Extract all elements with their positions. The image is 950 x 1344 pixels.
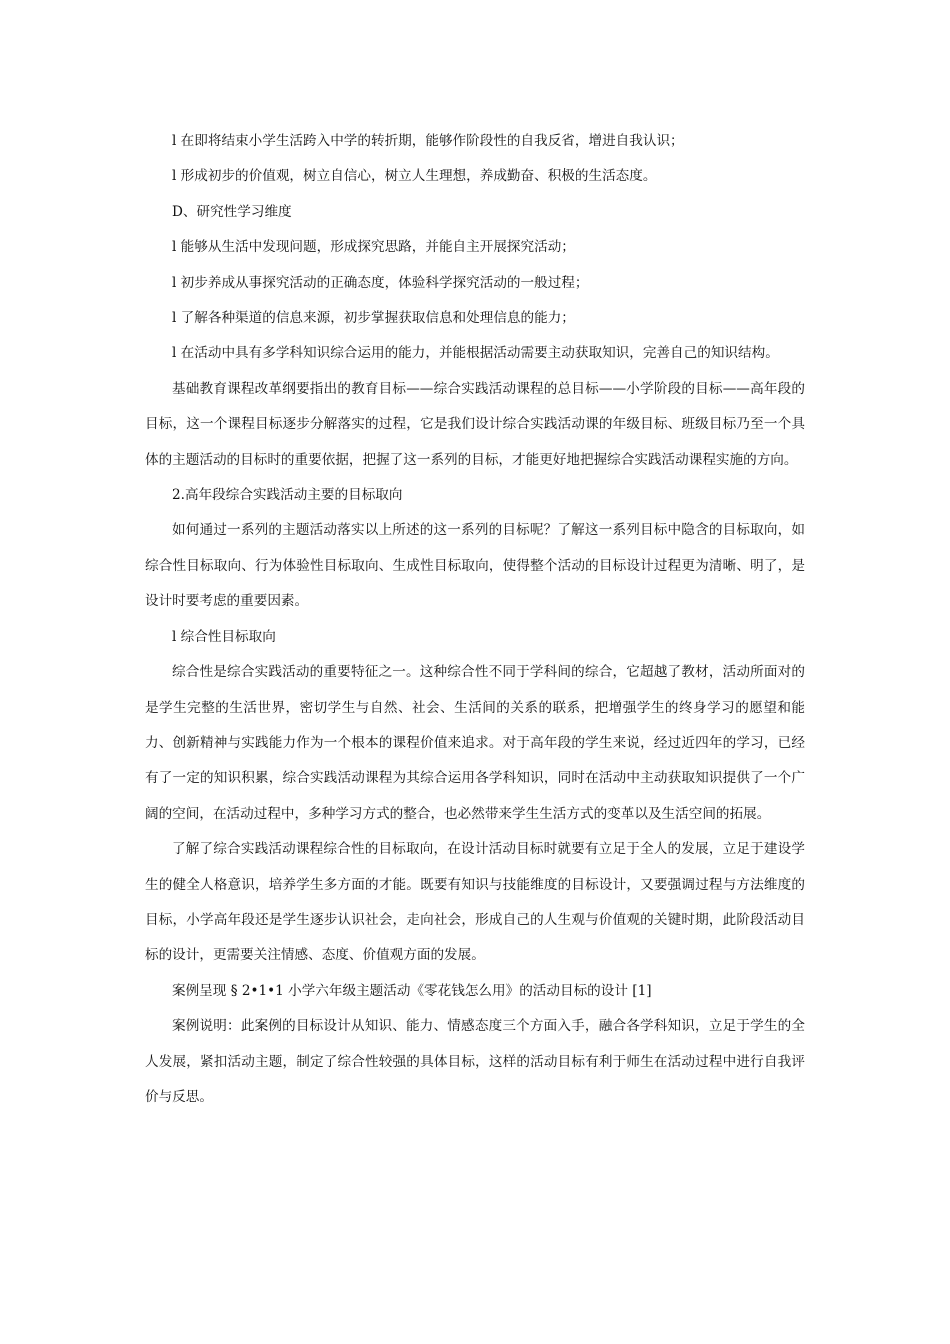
body-paragraph: 综合性是综合实践活动的重要特征之一。这种综合性不同于学科间的综合，它超越了教材，活动所面对的是学生完整的生活世界，密切学生与自然、社会、生活间的关系的联系，把增强学生的终身学习的愿望和能力、创新精神与实践能力作为一个根本的课程价值来追求。对于高年段的学生来说，经过近四年的学习，已经有了一定的知识积累，综合实践活动课程为其综合运用各学科知识，同时在活动中主动获取知识提供了一个广阔的空间，在活动过程中，多种学习方式的整合，也必然带来学生生活方式的变革以及生活空间的拓展。 <box>145 664 805 822</box>
list-item: l 了解各种渠道的信息来源，初步掌握获取信息和处理信息的能力； <box>172 310 575 327</box>
case-reference: 案例呈现 § 2•1•1 小学六年级主题活动《零花钱怎么用》的活动目标的设计 [1] <box>172 982 652 999</box>
list-item: l 初步养成从事探究活动的正确态度，体验科学探究活动的一般过程； <box>172 274 589 291</box>
body-paragraph: 如何通过一系列的主题活动落实以上所述的这一系列的目标呢？了解这一系列目标中隐含的目标取向，如综合性目标取向、行为体验性目标取向、生成性目标取向，使得整个活动的目标设计过程更为清晰、明了，是设计时要考虑的重要因素。 <box>145 522 805 610</box>
list-item: l 能够从生活中发现问题，形成探究思路，并能自主开展探究活动； <box>172 239 575 256</box>
list-item: l 形成初步的价值观，树立自信心，树立人生理想，养成勤奋、积极的生活态度。 <box>172 168 657 185</box>
list-item: l 在即将结束小学生活跨入中学的转折期，能够作阶段性的自我反省，增进自我认识； <box>172 133 684 149</box>
section-heading: 2.高年段综合实践活动主要的目标取向 <box>172 487 403 504</box>
body-paragraph: 基础教育课程改革纲要指出的教育目标——综合实践活动课程的总目标——小学阶段的目标——高年段的目标，这一个课程目标逐步分解落实的过程，它是我们设计综合实践活动课的年级目标、班级目标乃至一个具体的主题活动的目标时的重要依据，把握了这一系列的目标，才能更好地把握综合实践活动课程实施的方向。 <box>145 380 805 468</box>
subsection-heading: l 综合性目标取向 <box>172 628 276 645</box>
document-page <box>145 124 805 1115</box>
body-paragraph: 案例说明：此案例的目标设计从知识、能力、情感态度三个方面入手，融合各学科知识，立足于学生的全人发展，紧扣活动主题，制定了综合性较强的具体目标，这样的活动目标有利于师生在活动过程中进行自我评价与反思。 <box>145 1018 805 1105</box>
body-paragraph: 了解了综合实践活动课程综合性的目标取向，在设计活动目标时就要有立足于全人的发展，立足于建设学生的健全人格意识，培养学生多方面的才能。既要有知识与技能维度的目标设计，又要强调过程与方法维度的目标，小学高年段还是学生逐步认识社会，走向社会，形成自己的人生观与价值观的关键时期，此阶段活动目标的设计，更需要关注情感、态度、价值观方面的发展。 <box>145 841 805 964</box>
section-heading: D、研究性学习维度 <box>172 203 292 220</box>
list-item: l 在活动中具有多学科知识综合运用的能力，并能根据活动需要主动获取知识，完善自己的知识结构。 <box>172 345 779 362</box>
